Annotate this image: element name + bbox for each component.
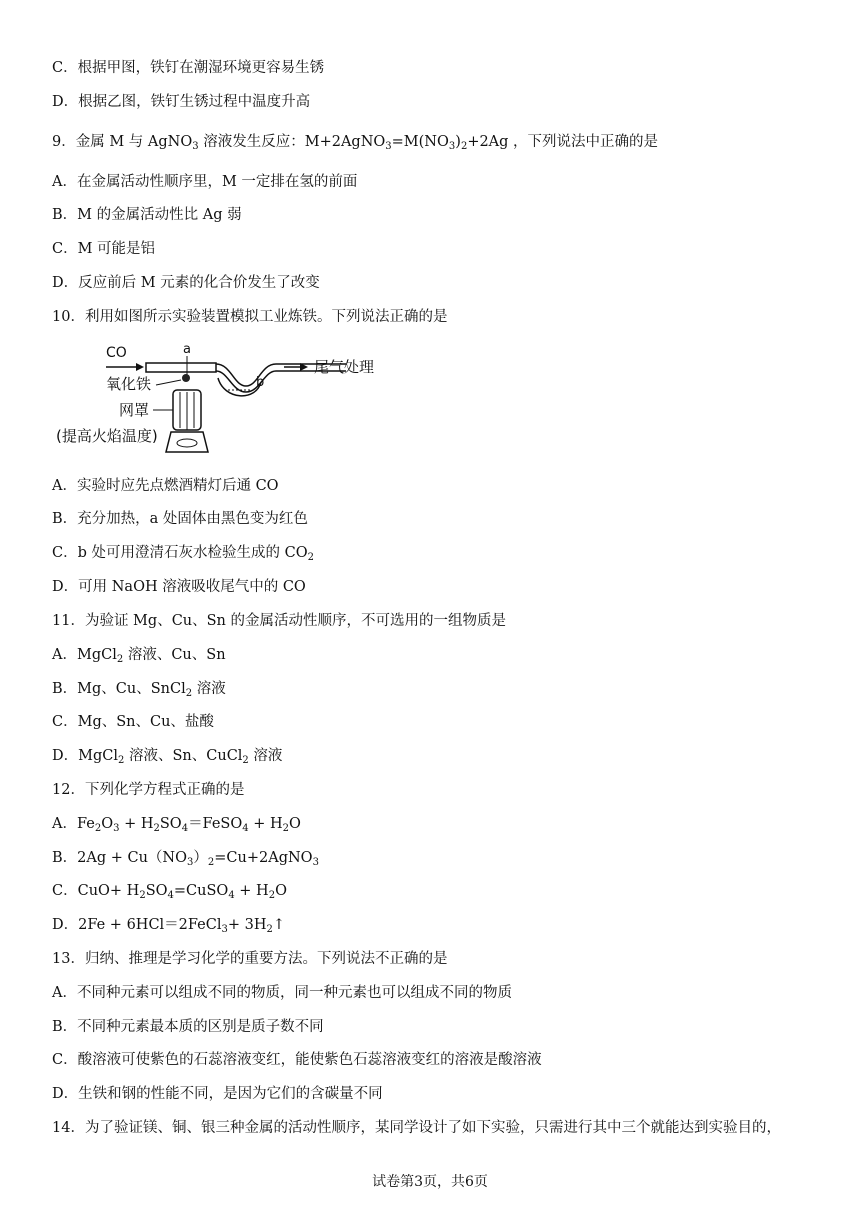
- glass-tube: [146, 363, 216, 372]
- question-14: 14．为了验证镁、铜、银三种金属的活动性顺序，某同学设计了如下实验，只需进行其中三个就能达到实验目的，: [52, 1120, 781, 1136]
- co-label: CO: [106, 345, 127, 361]
- exhaust-label: 尾气处理: [314, 358, 375, 376]
- alcohol-lamp: [166, 432, 208, 452]
- option-10d: D．可用 NaOH 溶液吸收尾气中的 CO: [52, 579, 306, 595]
- option-9b: B．M 的金属活动性比 Ag 弱: [52, 207, 242, 223]
- option-8d: D．根据乙图，铁钉生锈过程中温度升高: [52, 94, 311, 110]
- option-12d: D．2Fe + 6HCl＝2FeCl$_3$+ $3H_2↑$: [52, 917, 286, 935]
- label-b: b: [256, 375, 265, 390]
- option-11d: D．MgCl$_2$ 溶液、Sn、CuCl$_2$ 溶液: [52, 748, 283, 766]
- option-13b: B．不同种元素最本质的区别是质子数不同: [52, 1019, 324, 1035]
- question-9: 9．金属 M 与 AgNO$_3$ 溶液发生反应：$M+2AgNO_3=M(NO_3)_2+2Ag$ ，下列说法中正确的是: [52, 134, 659, 152]
- option-13a: A．不同种元素可以组成不同的物质，同一种元素也可以组成不同的物质: [52, 985, 512, 1001]
- iron-oxide-pointer: [156, 380, 181, 385]
- option-11a: A．MgCl$_2$ 溶液、Cu、Sn: [52, 647, 226, 665]
- question-13: 13．归纳、推理是学习化学的重要方法。下列说法不正确的是: [52, 951, 448, 967]
- flame-temperature-note: (提高火焰温度): [56, 427, 158, 445]
- iron-oxide-label: 氧化铁: [106, 375, 152, 393]
- option-11c: C．Mg、Sn、Cu、盐酸: [52, 714, 214, 730]
- option-9c: C．M 可能是铝: [52, 241, 156, 257]
- option-13d: D．生铁和钢的性能不同，是因为它们的含碳量不同: [52, 1086, 383, 1102]
- iron-oxide-sample: [182, 374, 190, 382]
- co-arrowhead: [136, 363, 144, 371]
- option-11b: B．Mg、Cu、SnCl$_2$ 溶液: [52, 681, 226, 699]
- iron-smelting-apparatus-figure: [56, 340, 386, 458]
- page-footer: 试卷第3页，共6页: [372, 1174, 488, 1190]
- question-11: 11．为验证 Mg、Cu、Sn 的金属活动性顺序，不可选用的一组物质是: [52, 613, 507, 629]
- option-13c: C．酸溶液可使紫色的石蕊溶液变红，能使紫色石蕊溶液变红的溶液是酸溶液: [52, 1052, 542, 1068]
- question-10: 10．利用如图所示实验装置模拟工业炼铁。下列说法正确的是: [52, 309, 448, 325]
- option-8c: C．根据甲图，铁钉在潮湿环境更容易生锈: [52, 60, 325, 76]
- option-12a: A．$Fe_2O_3$ + $H_2SO_4=FeSO_4 + H_2O$: [52, 816, 301, 834]
- option-10a: A．实验时应先点燃酒精灯后通 CO: [52, 478, 279, 494]
- net-label: 网罩: [119, 401, 150, 419]
- option-10b: B．充分加热，a 处固体由黑色变为红色: [52, 511, 308, 527]
- option-10c: C．b 处可用澄清石灰水检验生成的 $CO_2$: [52, 545, 314, 563]
- apparatus-diagram: [56, 340, 386, 458]
- lamp-fuel: [177, 439, 197, 447]
- option-12b: B．$2Ag + Cu(NO_3)_2=Cu+2AgNO_3$: [52, 850, 319, 868]
- option-12c: C．$CuO+ H_2SO_4=CuSO_4 + H_2O$: [52, 883, 287, 901]
- option-9d: D．反应前后 M 元素的化合价发生了改变: [52, 275, 320, 291]
- label-a: a: [183, 342, 191, 357]
- question-12: 12．下列化学方程式正确的是: [52, 782, 245, 798]
- option-9a: A．在金属活动性顺序里，M 一定排在氢的前面: [52, 174, 358, 190]
